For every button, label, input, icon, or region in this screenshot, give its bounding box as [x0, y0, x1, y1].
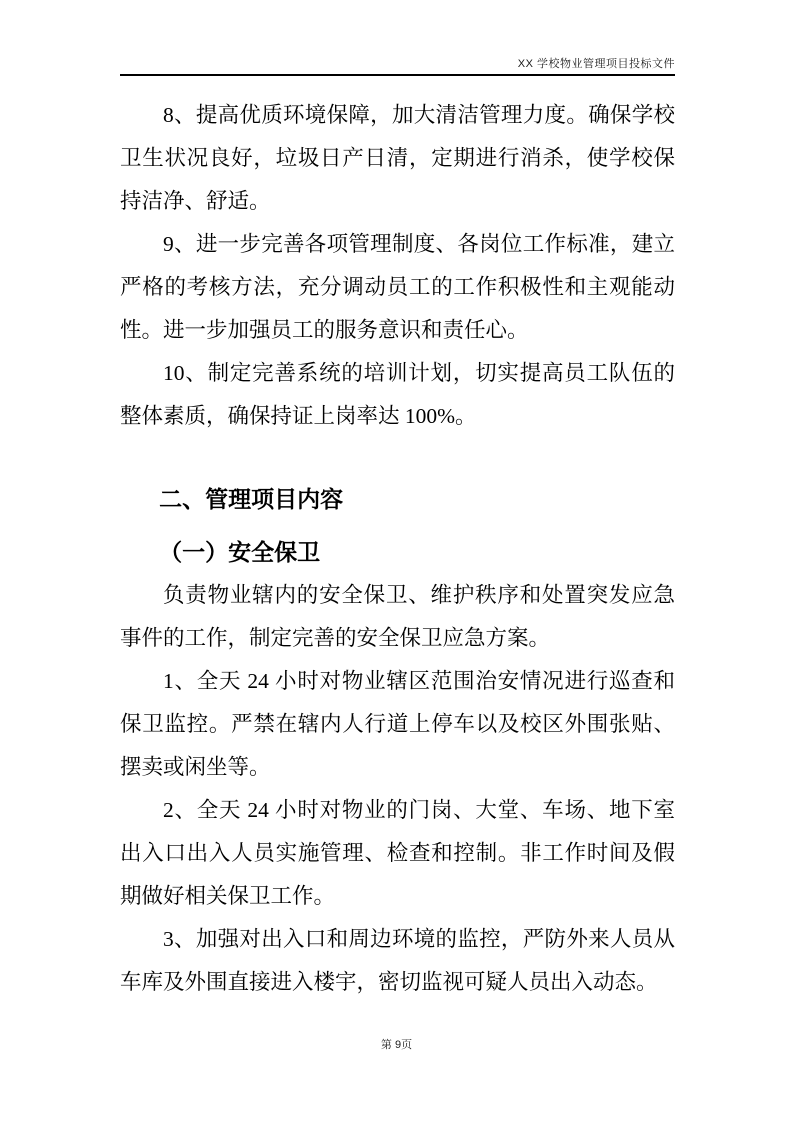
paragraph-security-intro: 负责物业辖内的安全保卫、维护秩序和处置突发应急事件的工作，制定完善的安全保卫应急方案。 [120, 583, 675, 650]
subsection-heading-security: （一）安全保卫 [159, 539, 321, 565]
page-header [120, 57, 675, 76]
page-number: 第 9页 [380, 1039, 413, 1051]
paragraph-10: 10、制定完善系统的培训计划，切实提高员工队伍的整体素质，确保持证上岗率达 100%。 [120, 361, 675, 428]
paragraph-security-item-3: 3、加强对出入口和周边环境的监控，严防外来人员从车库及外围直接进入楼宇，密切监视可疑人员出入动态。 [120, 927, 675, 994]
header-divider [120, 74, 675, 76]
paragraph-9: 9、进一步完善各项管理制度、各岗位工作标准，建立严格的考核方法，充分调动员工的工作积极性和主观能动性。进一步加强员工的服务意识和责任心。 [120, 232, 675, 342]
document-body [120, 94, 675, 1004]
paragraph-security-item-1: 1、全天 24 小时对物业辖区范围治安情况进行巡查和保卫监控。严禁在辖内人行道上停车以及校区外围张贴、摆卖或闲坐等。 [120, 669, 675, 779]
paragraph-security-item-2: 2、全天 24 小时对物业的门岗、大堂、车场、地下室出入口出入人员实施管理、检查和控制。非工作时间及假期做好相关保卫工作。 [120, 798, 675, 908]
section-heading-management-content: 二、管理项目内容 [159, 486, 344, 512]
header-title: XX 学校物业管理项目投标文件 [517, 58, 675, 70]
page-footer [0, 1038, 793, 1052]
paragraph-8: 8、提高优质环境保障，加大清洁管理力度。确保学校卫生状况良好，垃圾日产日清，定期进行消杀，使学校保持洁净、舒适。 [120, 103, 675, 213]
